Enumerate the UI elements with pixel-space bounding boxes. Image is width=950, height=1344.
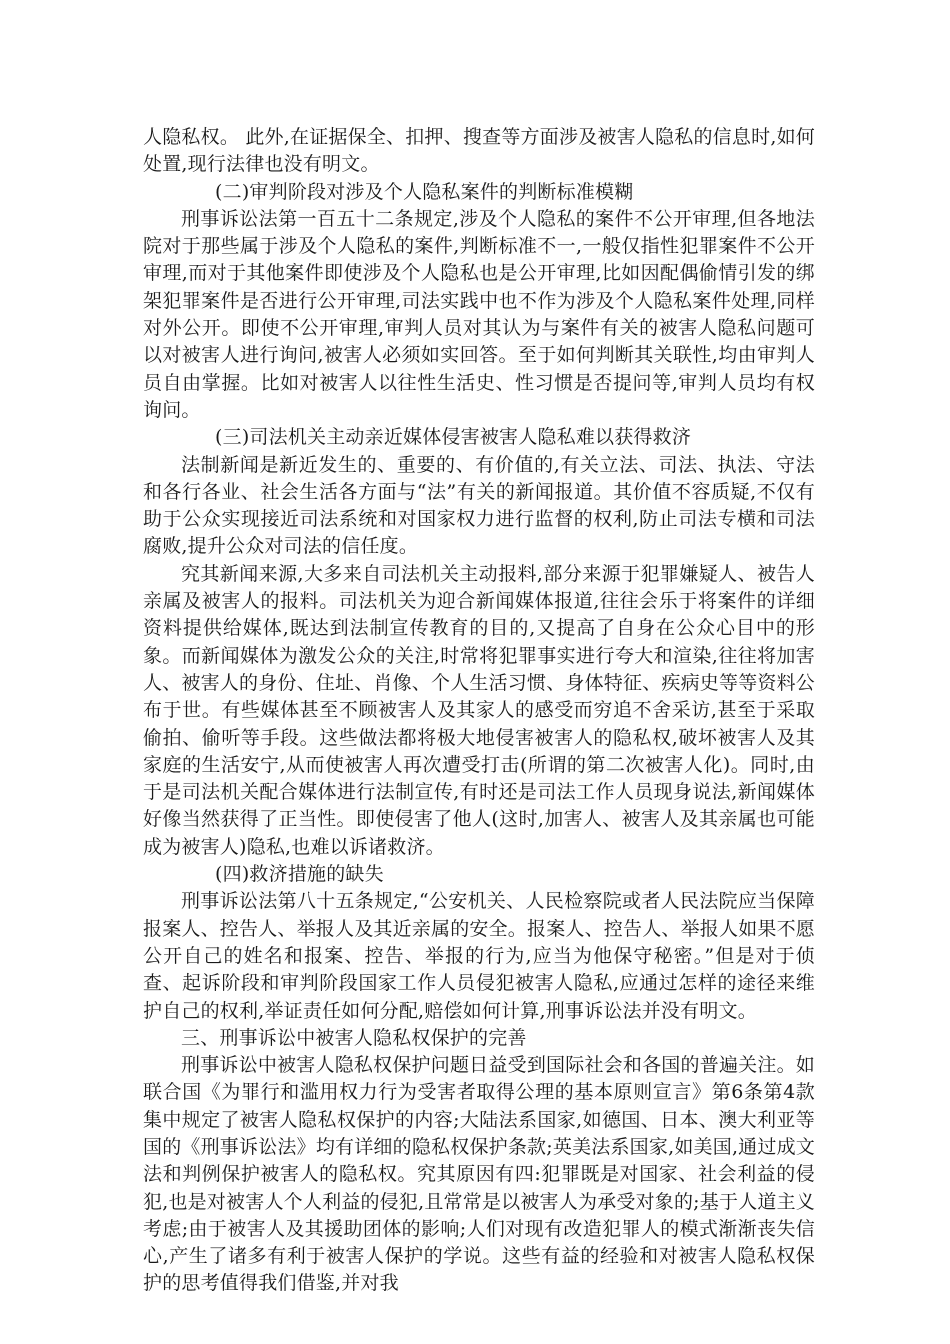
section-heading-improvement: 三、刑事诉讼中被害人隐私权保护的完善 xyxy=(181,1026,527,1049)
subheading-media: (三)司法机关主动亲近媒体侵害被害人隐私难以获得救济 xyxy=(215,426,692,449)
paragraph-trial-stage: 刑事诉讼法第一百五十二条规定,涉及个人隐私的案件不公开审理,但各地法院对于那些属于涉及个人隐私的案件,判断标准不一,一般仅指性犯罪案件不公开审理,而对于其他案件即使涉及个人隐私也是公开审理,比如因配偶偷情引发的绑架犯罪案件是否进行公开审理,司法实践中也不作为涉及个人隐私案件处理,同样对外公开。即使不公开审理,审判人员对其认为与案件有关的被害人隐私问题可以对被害人进行询问,被害人必须如实回答。至于如何判断其关联性,均由审判人员自由掌握。比如对被害人以往性生活史、性习惯是否提问等,审判人员均有权询问。 xyxy=(143,207,815,421)
paragraph-continuation: 人隐私权。 此外,在证据保全、扣押、搜查等方面涉及被害人隐私的信息时,如何处置,现行法律也没有明文。 xyxy=(143,126,815,176)
paragraph-legal-news: 法制新闻是新近发生的、重要的、有价值的,有关立法、司法、执法、守法和各行各业、社会生活各方面与“法”有关的新闻报道。其价值不容质疑,不仅有助于公众实现接近司法系统和对国家权力进行监督的权利,防止司法专横和司法腐败,提升公众对司法的信任度。 xyxy=(143,453,815,558)
document-page xyxy=(143,124,815,1298)
subheading-remedies: (四)救济措施的缺失 xyxy=(215,863,384,886)
paragraph-news-sources: 究其新闻来源,大多来自司法机关主动报料,部分来源于犯罪嫌疑人、被告人亲属及被害人的报料。司法机关为迎合新闻媒体报道,往往会乐于将案件的详细资料提供给媒体,既达到法制宣传教育的目的,又提高了自身在公众心目中的形象。而新闻媒体为激发公众的关注,时常将犯罪事实进行夸大和渲染,往往将加害人、被害人的身份、住址、肖像、个人生活习惯、身体特征、疾病史等等资料公布于世。有些媒体甚至不顾被害人及其家人的感受而穷追不舍采访,甚至于采取偷拍、偷听等手段。这些做法都将极大地侵害被害人的隐私权,破坏被害人及其家庭的生活安宁,从而使被害人再次遭受打击(所谓的第二次被害人化)。同时,由于是司法机关配合媒体进行法制宣传,有时还是司法工作人员现身说法,新闻媒体好像当然获得了正当性。即使侵害了他人(这时,加害人、被害人及其亲属也可能成为被害人)隐私,也难以诉诸救济。 xyxy=(143,562,816,858)
paragraph-article-85: 刑事诉讼法第八十五条规定,“公安机关、人民检察院或者人民法院应当保障报案人、控告人、举报人及其近亲属的安全。报案人、控告人、举报人如果不愿公开自己的姓名和报案、控告、举报的行为,应当为他保守秘密。”但是对于侦查、起诉阶段和审判阶段国家工作人员侵犯被害人隐私,应通过怎样的途径来维护自己的权利,举证责任如何分配,赔偿如何计算,刑事诉讼法并没有明文。 xyxy=(143,890,816,1022)
subheading-trial-stage: (二)审判阶段对涉及个人隐私案件的判断标准模糊 xyxy=(215,180,634,203)
paragraph-international: 刑事诉讼中被害人隐私权保护问题日益受到国际社会和各国的普遍关注。如联合国《为罪行和滥用权力行为受害者取得公理的基本原则宣言》第6条第4款集中规定了被害人隐私权保护的内容;大陆法系国家,如德国、日本、澳大利亚等国的《刑事诉讼法》均有详细的隐私权保护条款;英美法系国家,如美国,通过成文法和判例保护被害人的隐私权。究其原因有四:犯罪既是对国家、社会利益的侵犯,也是对被害人个人利益的侵犯,且常常是以被害人为承受对象的;基于人道主义考虑;由于被害人及其援助团体的影响;人们对现有改造犯罪人的模式渐渐丧失信心,产生了诸多有利于被害人保护的学说。这些有益的经验和对被害人隐私权保护的思考值得我们借鉴,并对我 xyxy=(143,1054,815,1295)
